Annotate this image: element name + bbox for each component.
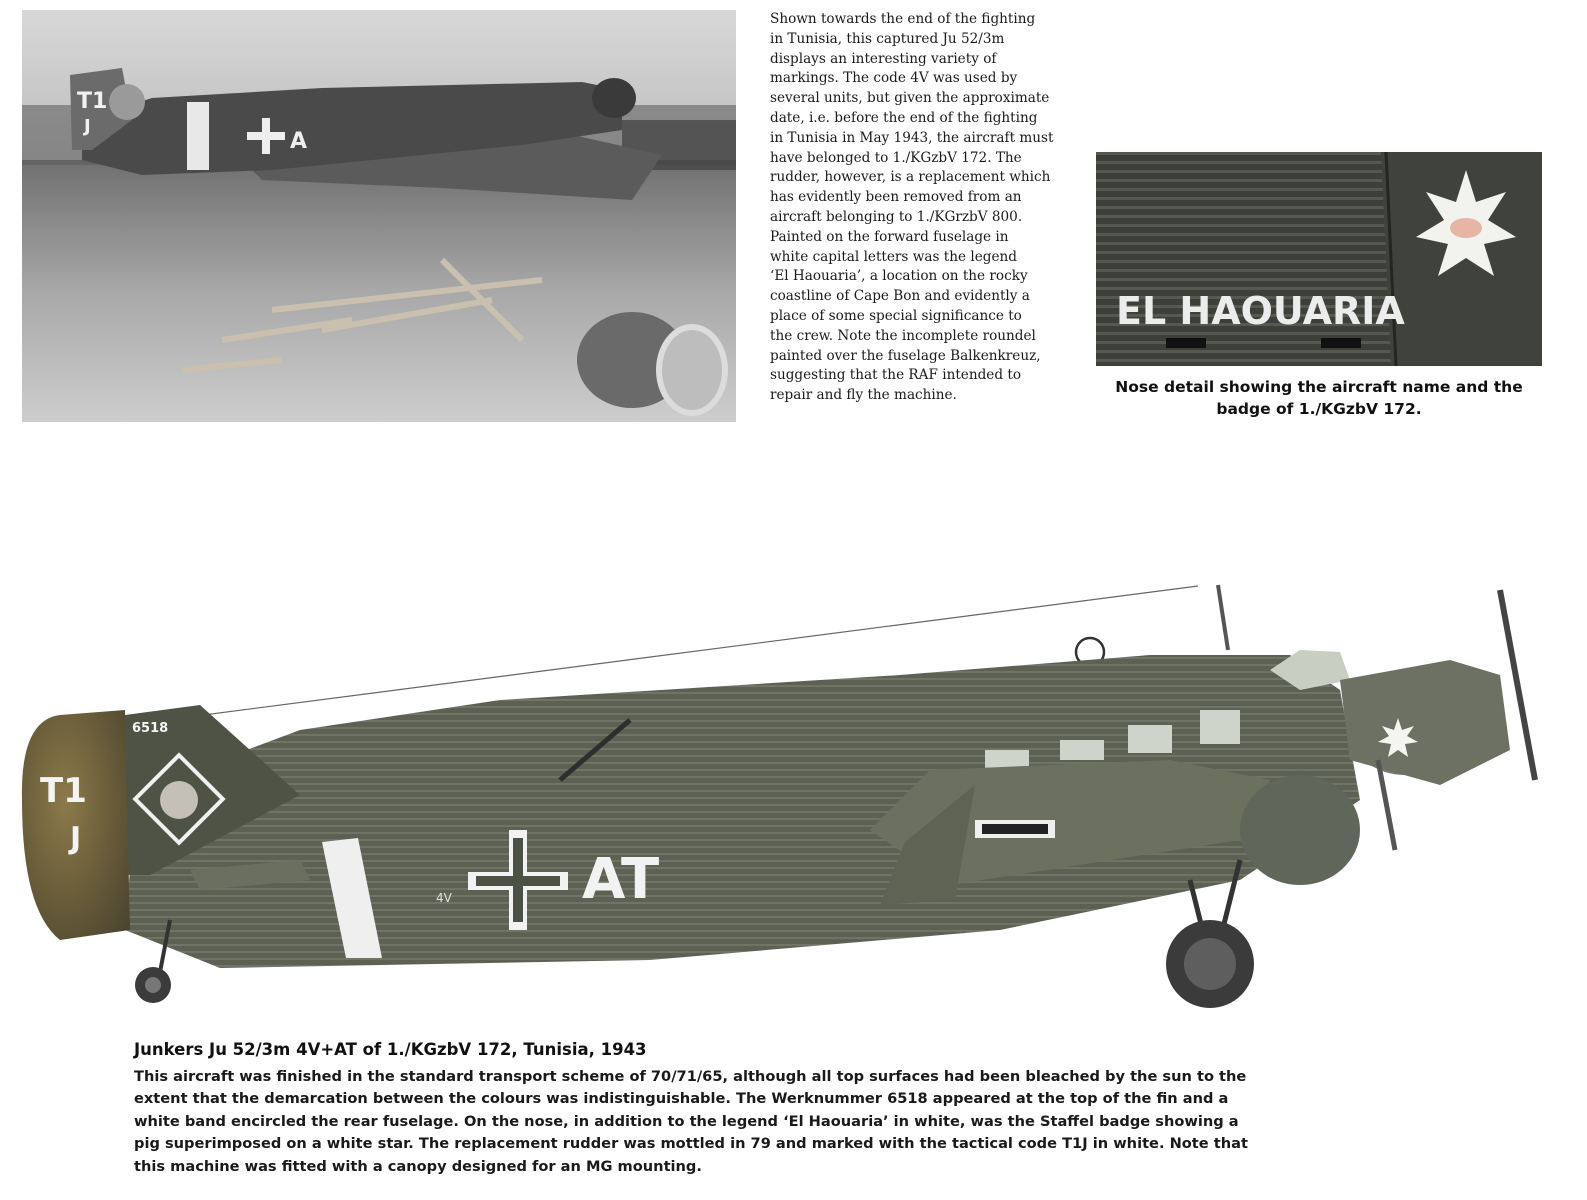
photo-caption [770, 10, 1070, 406]
caption-line: repair and fly the machine. [770, 387, 957, 404]
profile-tail-code2: J [70, 821, 82, 856]
nose-name-text: EL HAOUARIA [1116, 289, 1405, 333]
caption-line: ‘El Haouaria’, a location on the rocky [770, 268, 1028, 285]
description-line: pig superimposed on a white star. The replacement rudder was mottled in 79 and marked with the tactical code T1J in white. Note that [134, 1135, 1248, 1153]
nose-detail-caption [1096, 376, 1542, 420]
caption-line: suggesting that the RAF intended to [770, 367, 1022, 384]
caption-line: date, i.e. before the end of the fighting [770, 109, 1038, 126]
description-line: This aircraft was finished in the standard transport scheme of 70/71/65, although all top surfaces had been bleached by the sun to the [134, 1068, 1247, 1085]
caption-line: Shown towards the end of the fighting [770, 11, 1036, 27]
caption-line: markings. The code 4V was used by [770, 70, 1018, 87]
caption-line: aircraft belonging to 1./KGrzbV 800. [770, 208, 1023, 225]
historical-photo [22, 10, 736, 422]
description-line: this machine was fitted with a canopy designed for an MG mounting. [134, 1157, 702, 1175]
wing-balkenkreuz [975, 820, 1055, 838]
werknummer: 6518 [132, 721, 169, 736]
caption-line: in Tunisia, this captured Ju 52/3m [770, 30, 1005, 47]
caption-line: in Tunisia in May 1943, the aircraft must [770, 129, 1054, 146]
caption-line: has evidently been removed from an [770, 189, 1022, 206]
caption-line: painted over the fuselage Balkenkreuz, [770, 347, 1041, 364]
caption-line: the crew. Note the incomplete roundel [770, 327, 1036, 344]
profile-description [134, 1066, 1324, 1178]
profile-svg [0, 580, 1587, 1020]
caption-line: have belonged to 1./KGzbV 172. The [770, 149, 1022, 166]
caption-line: Painted on the forward fuselage in [770, 228, 1009, 245]
nose-detail-svg [1096, 152, 1542, 366]
caption-line: rudder, however, is a replacement which [770, 169, 1051, 186]
caption-line: place of some special significance to [770, 307, 1022, 324]
profile-tail-code: T1 [40, 771, 87, 811]
aircraft-letters: AT [582, 847, 660, 912]
caption-line: displays an interesting variety of [770, 50, 997, 67]
photo-fuselage-letter: A [290, 129, 308, 154]
nose-caption-line: Nose detail showing the aircraft name and the [1115, 378, 1523, 396]
photo-tail-code2: J [84, 116, 91, 137]
pig-icon [1450, 218, 1482, 238]
photo-tail-code: T1 [77, 89, 108, 114]
profile-title: Junkers Ju 52/3m 4V+AT of 1./KGzbV 172, Tunisia, 1943 [134, 1040, 647, 1059]
caption-line: white capital letters was the legend [770, 248, 1017, 265]
caption-line: several units, but given the approximate [770, 90, 1050, 107]
aircraft-profile [0, 580, 1587, 1020]
caption-line: coastline of Cape Bon and evidently a [770, 288, 1030, 305]
description-line: white band encircled the rear fuselage. On the nose, in addition to the legend ‘El Haouaria’ in white, was the Staffel badge showing a [134, 1112, 1239, 1130]
unit-code: 4V [436, 891, 452, 905]
photo-illustration [22, 10, 736, 422]
nose-caption-line: badge of 1./KGzbV 172. [1216, 400, 1422, 418]
nose-detail-illustration [1096, 152, 1542, 366]
description-line: extent that the demarcation between the colours was indistinguishable. The Werknummer 6518 appeared at the top of the fin and a [134, 1090, 1229, 1108]
